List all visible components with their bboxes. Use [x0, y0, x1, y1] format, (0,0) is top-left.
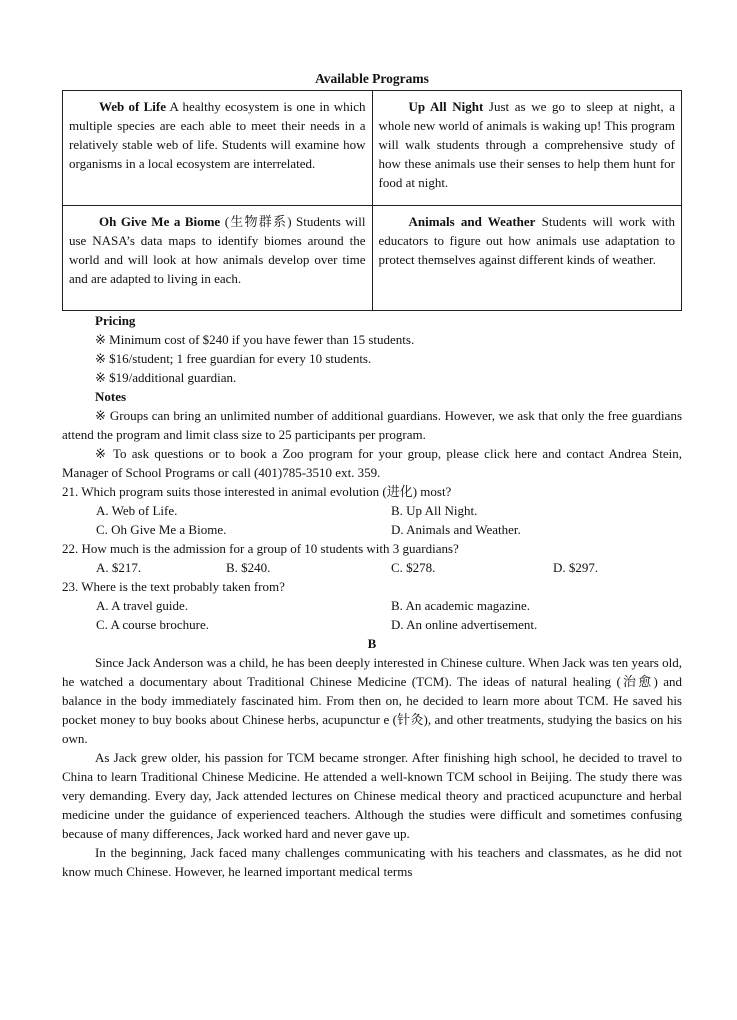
option: B. Up All Night. [391, 503, 478, 518]
program-name: Animals and Weather [408, 214, 536, 229]
question-stem: 21. Which program suits those interested in animal evolution (进化) most? [62, 484, 452, 499]
option: D. Animals and Weather. [391, 522, 521, 537]
program-name: Oh Give Me a Biome [99, 214, 221, 229]
option: A. Web of Life. [96, 503, 178, 518]
program-description: (生物群系) Students will use NASA’s data maps to identify biomes around the world and will look at how animals develop over time and are adapted to living in each. [69, 214, 366, 286]
pricing-item: ※ $19/additional guardian. [95, 370, 237, 385]
pricing-heading: Pricing [95, 313, 136, 328]
option: B. An academic magazine. [391, 598, 530, 613]
pricing-item: ※ Minimum cost of $240 if you have fewer than 15 students. [95, 332, 415, 347]
notes-item: ※ To ask questions or to book a Zoo program for your group, please click here and contact Andrea Stein, Manager of School Programs or call (401)785-3510 ext. 359. [62, 446, 682, 480]
pricing-item: ※ $16/student; 1 free guardian for every 10 students. [95, 351, 372, 366]
program-description: Students will work with educators to figure out how animals use adaptation to protect themselves against different kinds of weather. [378, 214, 676, 267]
program-name: Web of Life [99, 99, 167, 114]
option: A. $217. [96, 560, 142, 575]
option: D. $297. [553, 560, 599, 575]
option: A. A travel guide. [96, 598, 189, 613]
program-description: A healthy ecosystem is one in which multiple species are each able to meet their needs in a relatively stable web of life. Students will examine how organisms in a local ecosystem are interrelated. [69, 99, 366, 171]
program-cell-biome [63, 206, 373, 311]
program-cell-web-of-life [63, 91, 373, 206]
programs-table [62, 90, 682, 311]
notes-item: ※ Groups can bring an unlimited number of additional guardians. However, we ask that only the free guardians attend the program and limit class size to 25 participants per program. [62, 408, 682, 442]
programs-title: Available Programs [315, 71, 429, 86]
question-stem: 23. Where is the text probably taken from? [62, 579, 285, 594]
passage-paragraph: In the beginning, Jack faced many challenges communicating with his teachers and classmates, as he did not know much Chinese. However, he learned important medical terms [62, 845, 682, 879]
passage-paragraph: As Jack grew older, his passion for TCM became stronger. After finishing high school, he decided to travel to China to learn Traditional Chinese Medicine. He attended a well-known TCM school in Beijing. The study there was very demanding. Every day, Jack attended lectures on Chinese medical theory and practiced acupuncture and herbal medicine under the guidance of experienced teachers. Although the studies were difficult and sometimes confusing because of many differences, Jack worked hard and never gave up. [62, 750, 682, 841]
option: D. An online advertisement. [391, 617, 538, 632]
notes-heading: Notes [95, 389, 127, 404]
question-options [62, 596, 682, 634]
question-stem: 22. How much is the admission for a group of 10 students with 3 guardians? [62, 541, 459, 556]
section-label: B [367, 636, 377, 651]
program-name: Up All Night [408, 99, 484, 114]
passage-paragraph: Since Jack Anderson was a child, he has been deeply interested in Chinese culture. When Jack was ten years old, he watched a documentary about Traditional Chinese Medicine (TCM). The ideas of natural healing (治愈) and balance in the body immediately fascinated him. From then on, he decided to learn more about TCM. He saved his pocket money to buy books about Chinese herbs, acupunctur e (针灸), and other treatments, studying the basics on his own. [62, 655, 682, 746]
option: C. A course brochure. [96, 617, 210, 632]
option: C. Oh Give Me a Biome. [96, 522, 227, 537]
question-options [62, 558, 682, 577]
question-options [62, 501, 682, 539]
option: B. $240. [226, 560, 271, 575]
option: C. $278. [391, 560, 436, 575]
document-page [62, 66, 682, 881]
program-description: Just as we go to sleep at night, a whole new world of animals is waking up! This program will walk students through a comprehensive study of how these animals use their senses to help them hunt for food at night. [378, 99, 676, 190]
program-cell-up-all-night [372, 91, 682, 206]
program-cell-animals-weather [372, 206, 682, 311]
